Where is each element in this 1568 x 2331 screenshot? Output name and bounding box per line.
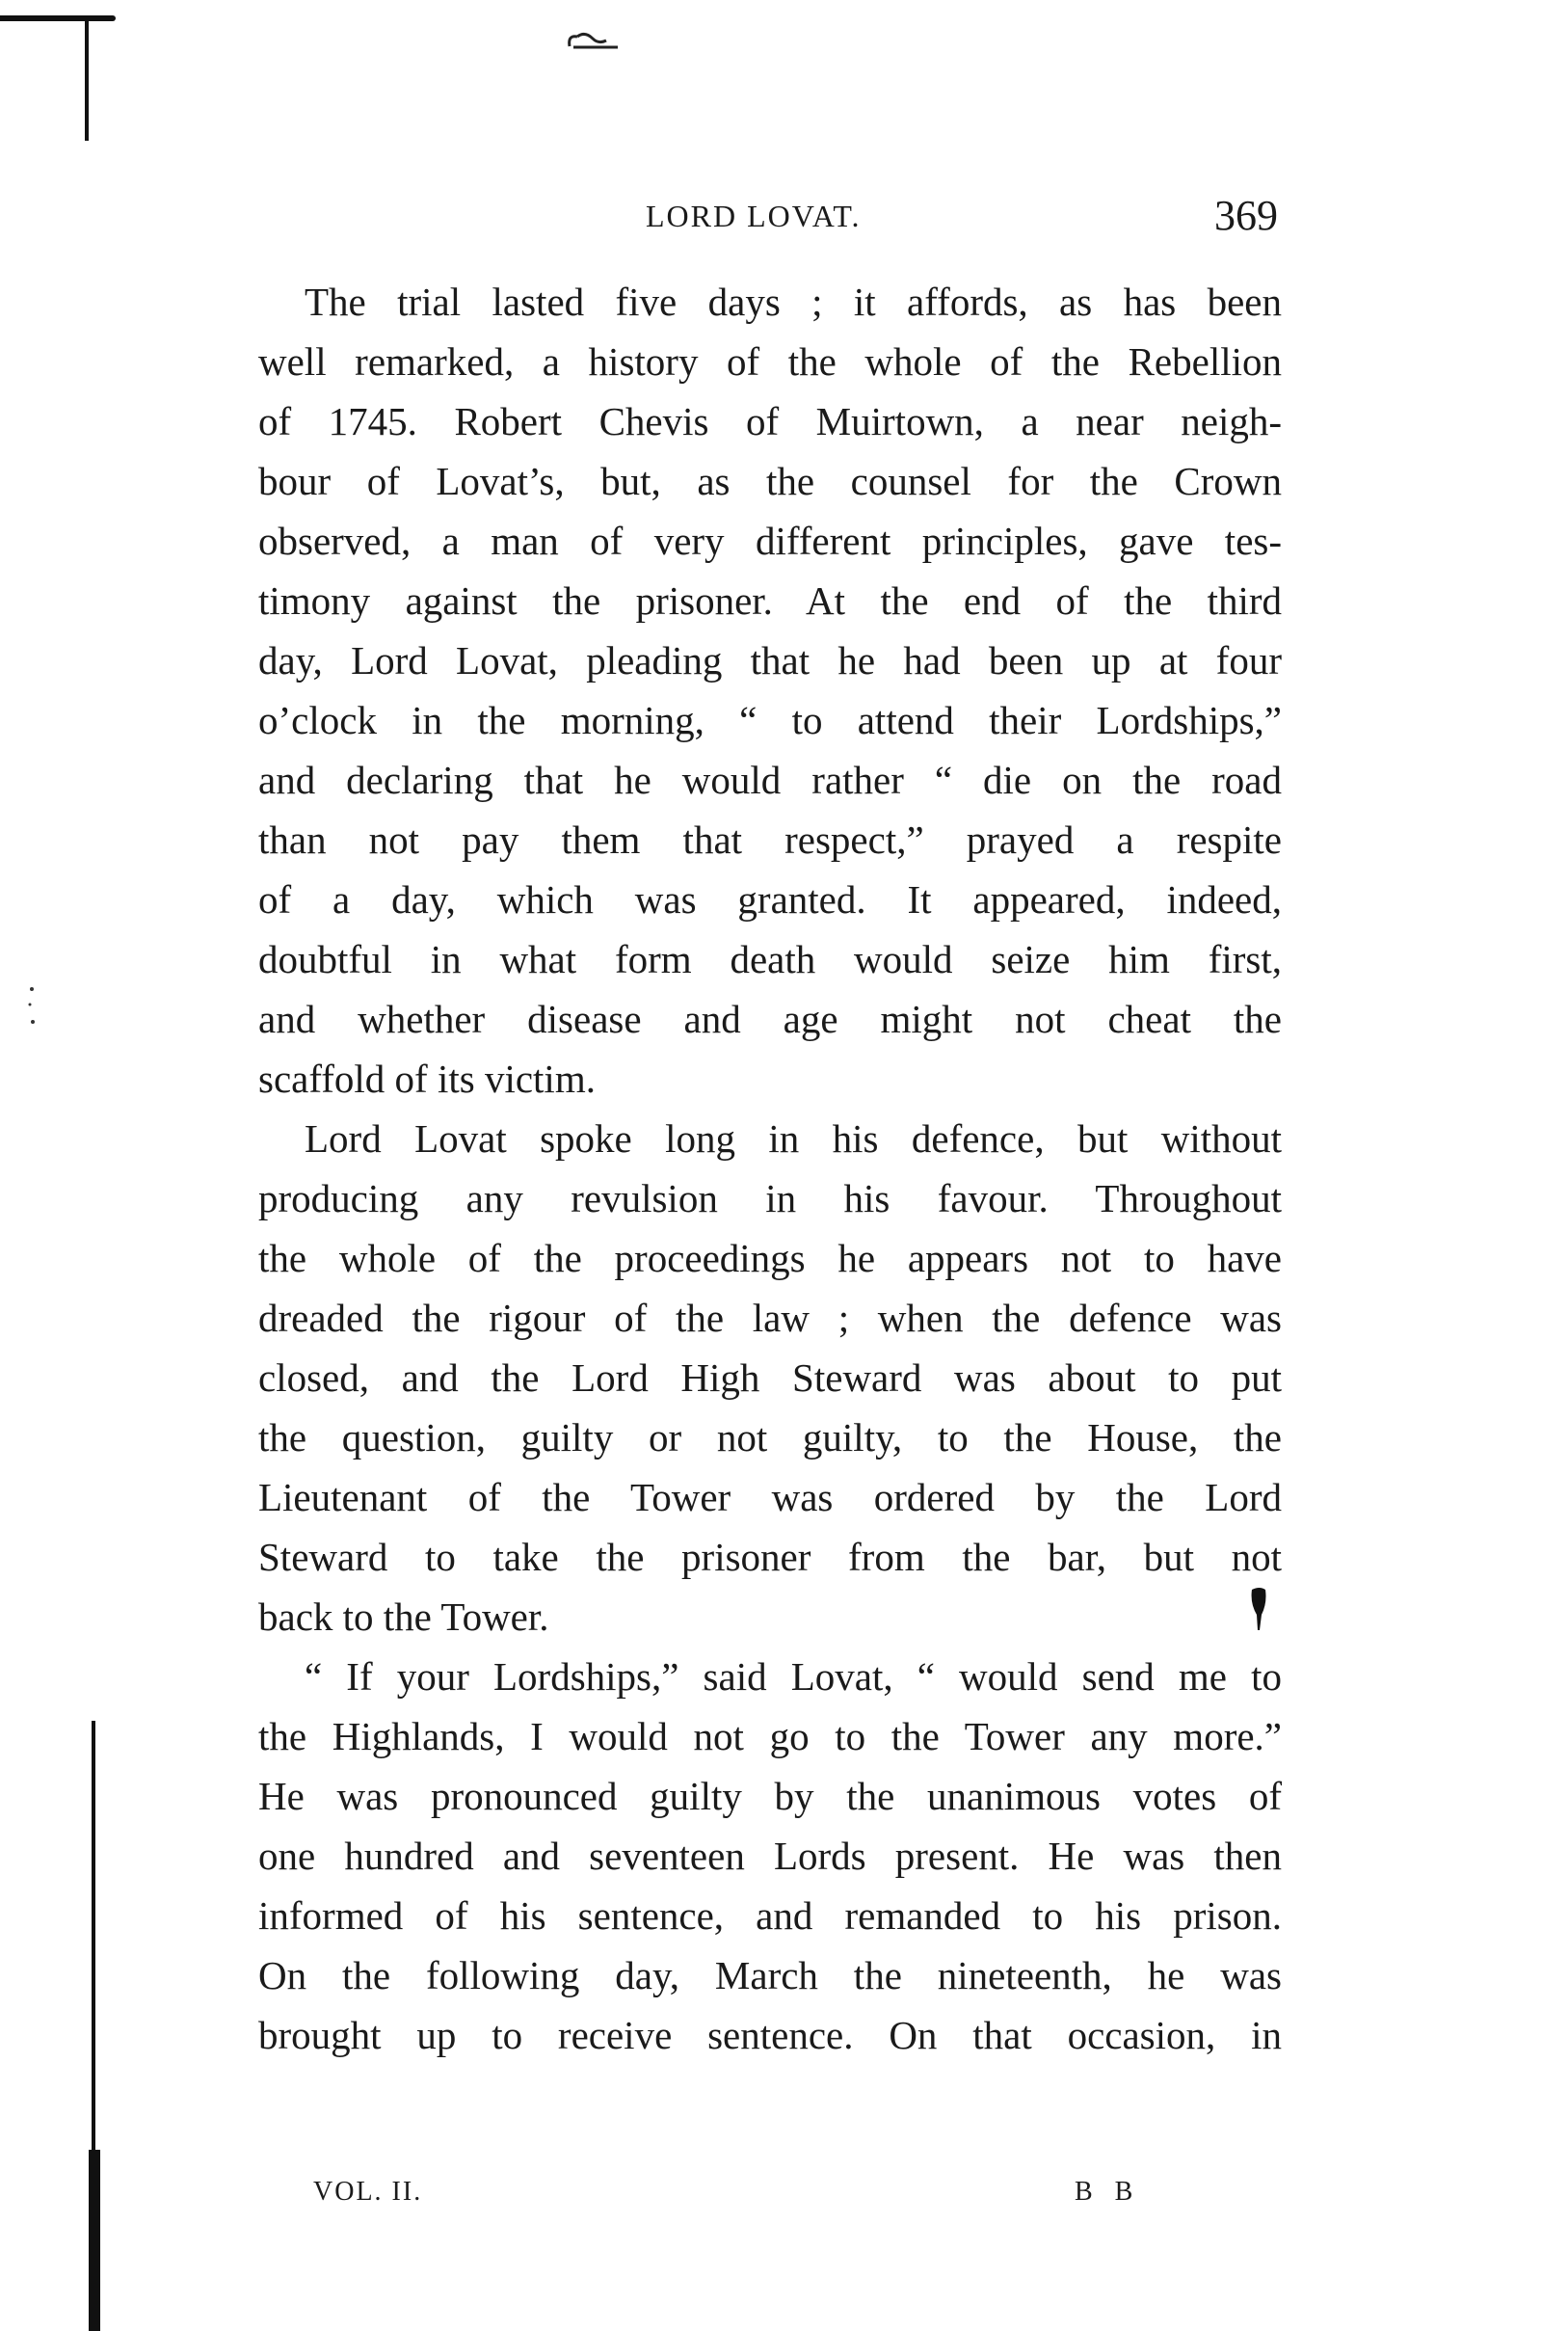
text-line: Lord Lovat spoke long in his defence, but without	[305, 1116, 1282, 1161]
paragraph-3	[258, 1647, 1282, 2065]
text-line: of 1745. Robert Chevis of Muirtown, a near neigh-	[258, 399, 1282, 443]
scan-mark-top-bar	[0, 15, 116, 21]
text-line: and whether disease and age might not cheat the	[258, 997, 1282, 1041]
text-line: On the following day, March the nineteenth, he was	[258, 1953, 1282, 1997]
text-line: closed, and the Lord High Steward was about to put	[258, 1355, 1282, 1400]
scan-mark-left-thick-rule	[89, 2150, 100, 2331]
text-line: The trial lasted five days ; it affords, as has been	[305, 280, 1282, 324]
text-line: observed, a man of very different principles, gave tes-	[258, 519, 1282, 563]
text-line: scaffold of its victim.	[258, 1057, 596, 1101]
body-text	[258, 272, 1282, 2065]
text-line: well remarked, a history of the whole of the Rebellion	[258, 339, 1282, 384]
text-line: day, Lord Lovat, pleading that he had been up at four	[258, 638, 1282, 683]
margin-specks-icon	[25, 983, 39, 1028]
text-line: dreaded the rigour of the law ; when the defence was	[258, 1296, 1282, 1340]
signature-mark: B B	[1075, 2177, 1141, 2207]
text-line: one hundred and seventeen Lords present. He was then	[258, 1834, 1282, 1878]
text-line: the whole of the proceedings he appears not to have	[258, 1236, 1282, 1280]
text-line: producing any revulsion in his favour. Throughout	[258, 1176, 1282, 1220]
text-line: back to the Tower.	[258, 1594, 549, 1639]
paragraph-2	[258, 1109, 1282, 1647]
text-line: o’clock in the morning, “ to attend their Lordships,”	[258, 698, 1282, 742]
text-line: and declaring that he would rather “ die on the road	[258, 758, 1282, 802]
text-line: doubtful in what form death would seize him first,	[258, 937, 1282, 981]
text-line: “ If your Lordships,” said Lovat, “ would send me to	[305, 1654, 1282, 1699]
volume-mark: VOL. II.	[313, 2177, 423, 2207]
text-line: Steward to take the prisoner from the bar, but not	[258, 1535, 1282, 1579]
scan-smudge-icon	[564, 29, 622, 50]
text-line: informed of his sentence, and remanded to his prison.	[258, 1893, 1282, 1938]
text-line: timony against the prisoner. At the end of the third	[258, 578, 1282, 623]
text-line: Lieutenant of the Tower was ordered by the Lord	[258, 1475, 1282, 1519]
text-line: brought up to receive sentence. On that occasion, in	[258, 2013, 1282, 2057]
text-line: the question, guilty or not guilty, to the House, the	[258, 1415, 1282, 1460]
text-line: bour of Lovat’s, but, as the counsel for the Crown	[258, 459, 1282, 503]
scan-mark-top-stem	[85, 15, 89, 141]
running-head-title: LORD LOVAT.	[646, 199, 862, 233]
text-line: He was pronounced guilty by the unanimous votes of	[258, 1774, 1282, 1818]
page-number: 369	[1214, 192, 1278, 239]
text-line: of a day, which was granted. It appeared, indeed,	[258, 877, 1282, 922]
paragraph-1	[258, 272, 1282, 1109]
text-line: than not pay them that respect,” prayed a respite	[258, 817, 1282, 862]
text-line: the Highlands, I would not go to the Tower any more.”	[258, 1714, 1282, 1758]
